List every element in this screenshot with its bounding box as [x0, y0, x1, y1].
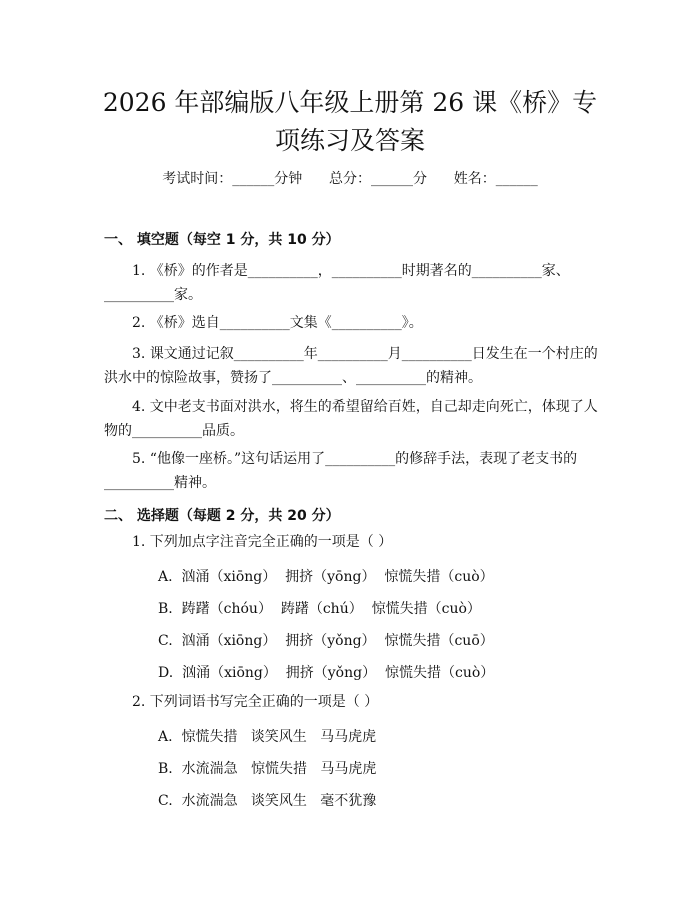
title-line-1: 2026 年部编版八年级上册第 26 课《桥》专: [102, 88, 598, 117]
document-title: [70, 84, 630, 160]
exam-info: 考试时间：______分钟 总分：______分 姓名：______: [162, 171, 538, 187]
fill-question-4: 4. 文中老支书面对洪水，将生的希望留给百姓，自己却走向死亡，体现了人 物的__________品质。: [104, 399, 598, 439]
section-2-heading: 二、 选择题（每题 2 分，共 20 分）: [104, 508, 340, 524]
fill-question-2: 2. 《桥》选自__________文集《__________》。: [132, 315, 423, 331]
choice-q1-option-d: D. 汹涌（xiōng） 拥挤（yǒng） 惊慌失措（cuò）: [158, 665, 495, 681]
choice-q2-option-c: C. 水流湍急 谈笑风生 毫不犹豫: [158, 793, 377, 809]
choice-question-2-stem: 2. 下列词语书写完全正确的一项是（ ）: [132, 694, 379, 710]
choice-q1-option-a: A. 汹涌（xiōng） 拥挤（yōng） 惊慌失措（cuò）: [158, 569, 494, 585]
choice-question-1-stem: 1. 下列加点字注音完全正确的一项是（ ）: [132, 534, 393, 550]
fill-question-5: 5. “他像一座桥。”这句话运用了__________的修辞手法，表现了老支书的 __________精神。: [104, 451, 578, 491]
choice-q2-option-a: A. 惊慌失措 谈笑风生 马马虎虎: [158, 729, 377, 745]
choice-q1-option-b: B. 踌躇（chóu） 踌躇（chú） 惊慌失措（cuò）: [158, 601, 481, 617]
choice-q1-option-c: C. 汹涌（xiōng） 拥挤（yǒng） 惊慌失措（cuō）: [158, 633, 494, 649]
title-line-2: 项练习及答案: [274, 126, 425, 155]
fill-question-3: 3. 课文通过记叙__________年__________月__________日发生在一个村庄的 洪水中的惊险故事，赞扬了__________、__________的精神。: [104, 346, 598, 386]
fill-question-1: 1. 《桥》的作者是__________，__________时期著名的__________家、 __________家。: [104, 263, 570, 303]
choice-q2-option-b: B. 水流湍急 惊慌失措 马马虎虎: [158, 761, 377, 777]
section-1-heading: 一、 填空题（每空 1 分，共 10 分）: [104, 232, 340, 248]
